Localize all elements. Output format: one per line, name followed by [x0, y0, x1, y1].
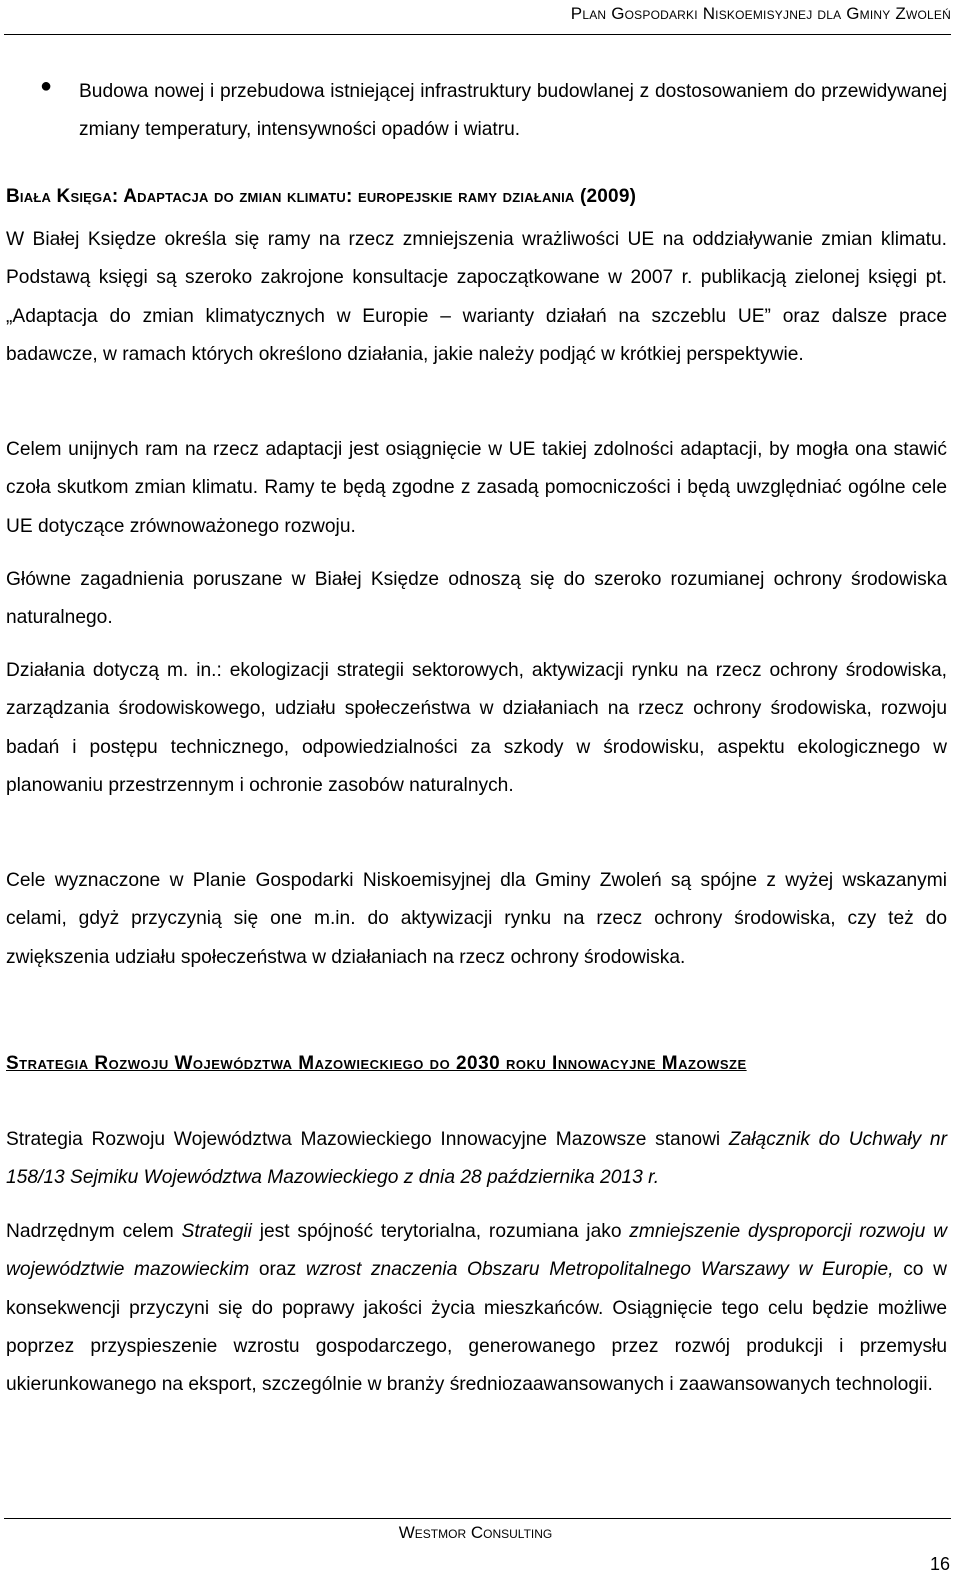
- paragraph-plan-consistency: Cele wyznaczone w Planie Gospodarki Niskoemisyjnej dla Gminy Zwoleń są spójne z wyżej wskazanymi celami, gdyż przyczynią się one m.in. do aktywizacji rynku na rzecz ochrony środowiska, czy też do zwiększenia udziału społeczeństwa w działaniach na rzecz ochrony środowiska.: [6, 870, 947, 968]
- strategy-intro-text: Strategia Rozwoju Województwa Mazowieckiego Innowacyjne Mazowsze stanowi: [6, 1129, 729, 1150]
- goal-text-g: co w konsekwencji przyczyni się do poprawy jakości życia mieszkańców. Osiągnięcie tego celu będzie możliwe poprzez przyspieszenie wzrostu gospodarczego, generowanego przez rozwój produkcji i przemysłu ukierunkowanego na eksport, szczególnie w branży średniozaawansowanych i zaawansowanych technologii.: [6, 1259, 947, 1396]
- paragraph-strategy-intro: [6, 1121, 947, 1198]
- strategy-annex-reference: Załącznik do Uchwały nr 158/13 Sejmiku Województwa Mazowieckiego z dnia 28 października 2013 r.: [6, 1129, 947, 1189]
- header-divider: [4, 34, 951, 35]
- goal-text-metropolitan: wzrost znaczenia Obszaru Metropolitalnego Warszawy w Europie,: [305, 1259, 894, 1281]
- paragraph-white-paper-intro: W Białej Księdze określa się ramy na rzecz zmniejszenia wrażliwości UE na oddziaływanie zmian klimatu. Podstawą księgi są szeroko zakrojone konsultacje zapoczątkowane w 2007 r. publikacją zielonej księgi pt. „Adaptacja do zmian klimatycznych w Europie – warianty działań na szczeblu UE” oraz dalsze prace badawcze, w ramach których określono działania, jakie należy podjąć w krótkiej perspektywie.: [6, 229, 947, 365]
- paragraph-strategy-goal: [6, 1213, 947, 1404]
- bullet-icon: ●: [40, 75, 53, 97]
- paragraph-main-issues: Główne zagadnienia poruszane w Białej Księdze odnoszą się do szeroko rozumianej ochrony środowiska naturalnego.: [6, 569, 947, 629]
- page-number: 16: [929, 1554, 950, 1574]
- goal-text-disparity: zmniejszenie dysproporcji rozwoju w województwie mazowieckim: [6, 1221, 947, 1281]
- paragraph-adaptation-goal: Celem unijnych ram na rzecz adaptacji jest osiągnięcie w UE takiej zdolności adaptacji, by mogła ona stawić czoła skutkom zmian klimatu. Ramy te będą zgodne z zasadą pomocniczości i będą uwzględniać ogólne cele UE dotyczące zrównoważonego rozwoju.: [6, 439, 947, 537]
- goal-text-e: oraz: [249, 1259, 306, 1281]
- goal-text-a: Nadrzędnym celem: [6, 1221, 182, 1242]
- goal-text-c: jest spójność terytorialna, rozumiana jako: [251, 1221, 630, 1242]
- section-heading-strategy: Strategia Rozwoju Województwa Mazowieckiego do 2030 roku Innowacyjne Mazowsze: [6, 1053, 747, 1074]
- section-heading-white-paper: Biała Księga: Adaptacja do zmian klimatu: europejskie ramy działania (2009): [6, 186, 637, 207]
- paragraph-actions: Działania dotyczą m. in.: ekologizacji strategii sektorowych, aktywizacji rynku na rzecz ochrony środowiska, zarządzania środowiskowego, udziału społeczeństwa w działaniach na rzecz ochrony środowiska, rozwoju badań i postępu technicznego, odpowiedzialności za szkody w środowisku, aspektu ekologicznego w planowaniu przestrzennym i ochronie zasobów naturalnych.: [6, 660, 947, 796]
- page-header: Plan Gospodarki Niskoemisyjnej dla Gminy Zwoleń: [570, 4, 951, 23]
- footer-company: Westmor Consulting: [398, 1523, 553, 1542]
- bullet-text: Budowa nowej i przebudowa istniejącej infrastruktury budowlanej z dostosowaniem do przewidywanej zmiany temperatury, intensywności opadów i wiatru.: [79, 81, 947, 141]
- footer-divider: [4, 1518, 951, 1519]
- goal-text-strategy: Strategii: [181, 1221, 252, 1242]
